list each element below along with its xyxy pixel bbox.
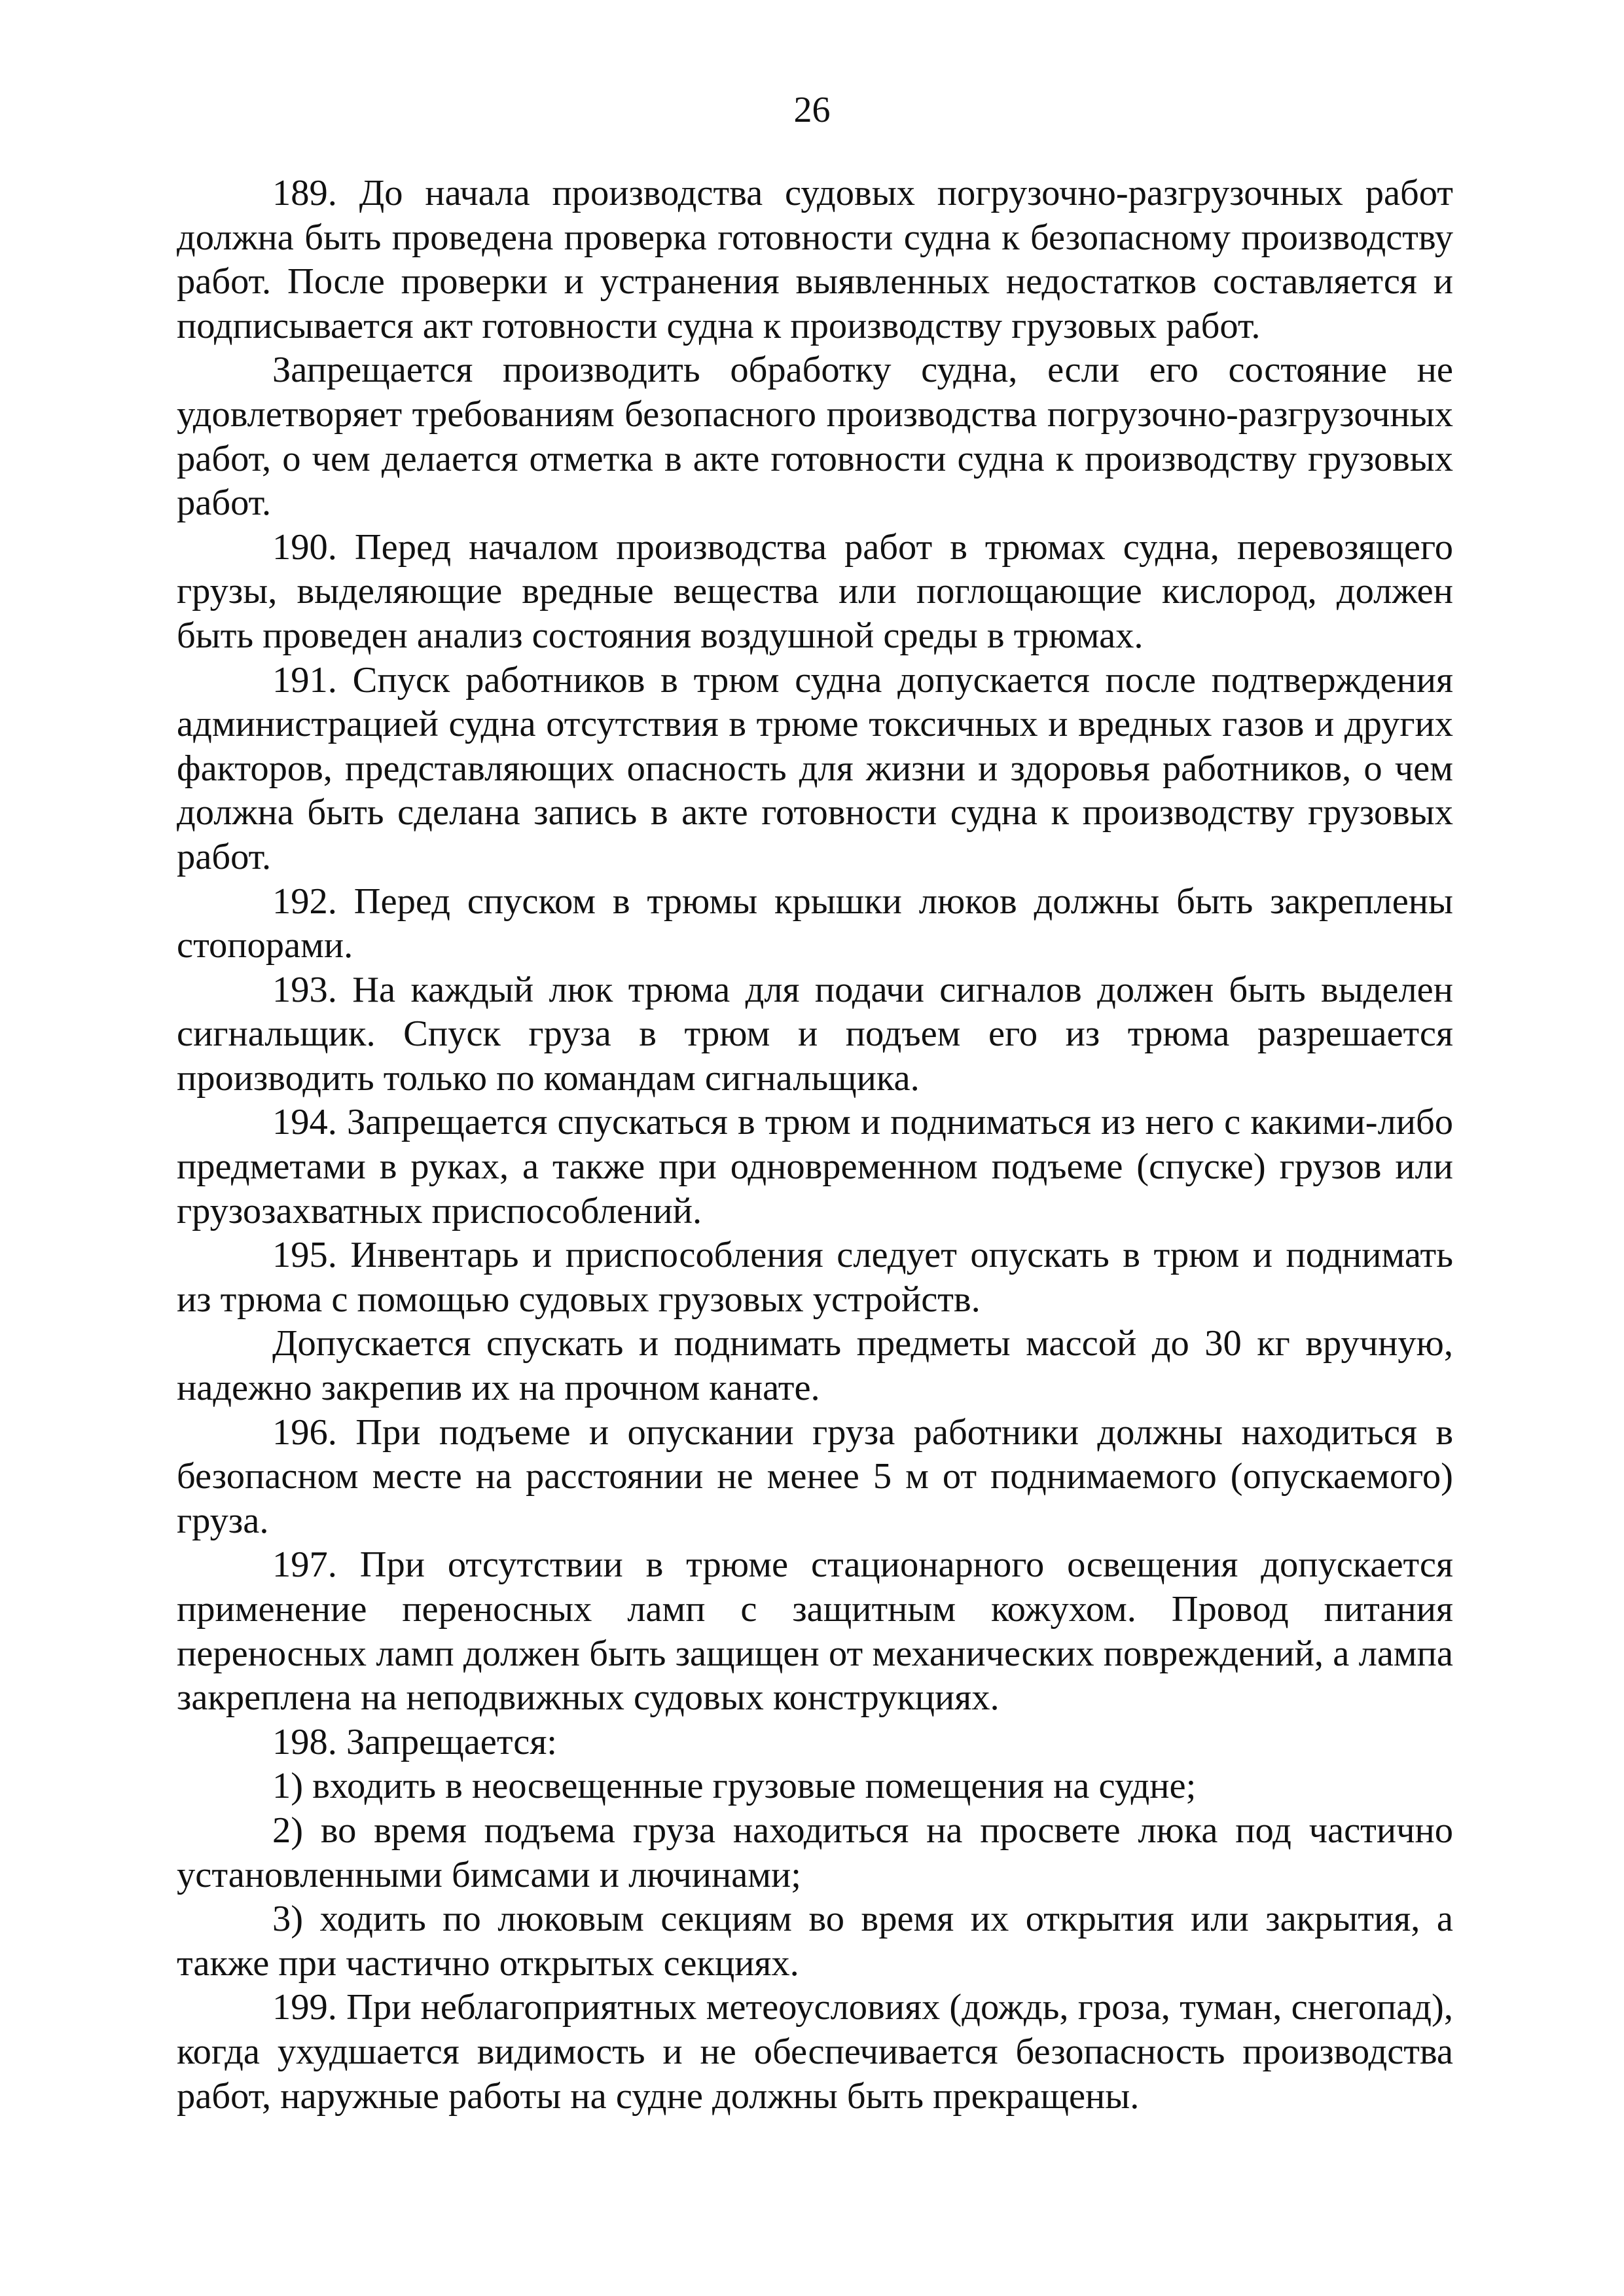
paragraph-192: 192. Перед спуском в трюмы крышки люков должны быть закреплены стопорами.	[177, 881, 1453, 966]
paragraph-191: 191. Спуск работников в трюм судна допускается после подтверждения администрацией судна отсутствия в трюме токсичных и вредных газов и других факторов, представляющих опасность для жизни и здоровья работников, о чем должна быть сделана запись в акте готовности судна к производству грузовых работ.	[177, 659, 1453, 877]
paragraph-189-prohibition: Запрещается производить обработку судна, если его состояние не удовлетворяет требованиям безопасного производства погрузочно-разгрузочных работ, о чем делается отметка в акте готовности судна к производству грузовых работ.	[177, 350, 1453, 524]
paragraph-197: 197. При отсутствии в трюме стационарного освещения допускается применение переносных ламп с защитным кожухом. Провод питания переносных ламп должен быть защищен от механических повреждений, а лампа закреплена на неподвижных судовых конструкциях.	[177, 1544, 1453, 1719]
paragraph-198-item-3: 3) ходить по люковым секциям во время их открытия или закрытия, а также при частично открытых секциях.	[177, 1899, 1453, 1984]
paragraph-198-item-2: 2) во время подъема груза находиться на просвете люка под частично установленными бимсами и лючинами;	[177, 1810, 1453, 1895]
paragraph-189: 189. До начала производства судовых погрузочно-разгрузочных работ должна быть проведена проверка готовности судна к безопасному производству работ. После проверки и устранения выявленных недостатков составляется и подписывается акт готовности судна к производству грузовых работ.	[177, 173, 1453, 346]
paragraph-199: 199. При неблагоприятных метеоусловиях (дождь, гроза, туман, снегопад), когда ухудшается видимость и не обеспечивается безопасность производства работ, наружные работы на судне должны быть прекращены.	[177, 1987, 1453, 2117]
paragraph-198-item-1: 1) входить в неосвещенные грузовые помещения на судне;	[272, 1766, 1197, 1807]
paragraph-194: 194. Запрещается спускаться в трюм и подниматься из него с какими-либо предметами в руках, а также при одновременном подъеме (спуске) грузов или грузозахватных приспособлений.	[177, 1102, 1453, 1231]
page-number: 26	[793, 90, 831, 130]
document-body	[177, 172, 1453, 2119]
paragraph-193: 193. На каждый люк трюма для подачи сигналов должен быть выделен сигнальщик. Спуск груза в трюм и подъем его из трюма разрешается производить только по командам сигнальщика.	[177, 969, 1453, 1099]
paragraph-190: 190. Перед началом производства работ в трюмах судна, перевозящего грузы, выделяющие вредные вещества или поглощающие кислород, должен быть проведен анализ состояния воздушной среды в трюмах.	[177, 526, 1453, 656]
paragraph-196: 196. При подъеме и опускании груза работники должны находиться в безопасном месте на расстоянии не менее 5 м от поднимаемого (опускаемого) груза.	[177, 1412, 1453, 1541]
paragraph-195-allowance: Допускается спускать и поднимать предметы массой до 30 кг вручную, надежно закрепив их на прочном канате.	[177, 1323, 1453, 1409]
paragraph-198: 198. Запрещается:	[272, 1721, 558, 1762]
paragraph-195: 195. Инвентарь и приспособления следует опускать в трюм и поднимать из трюма с помощью судовых грузовых устройств.	[177, 1235, 1453, 1320]
